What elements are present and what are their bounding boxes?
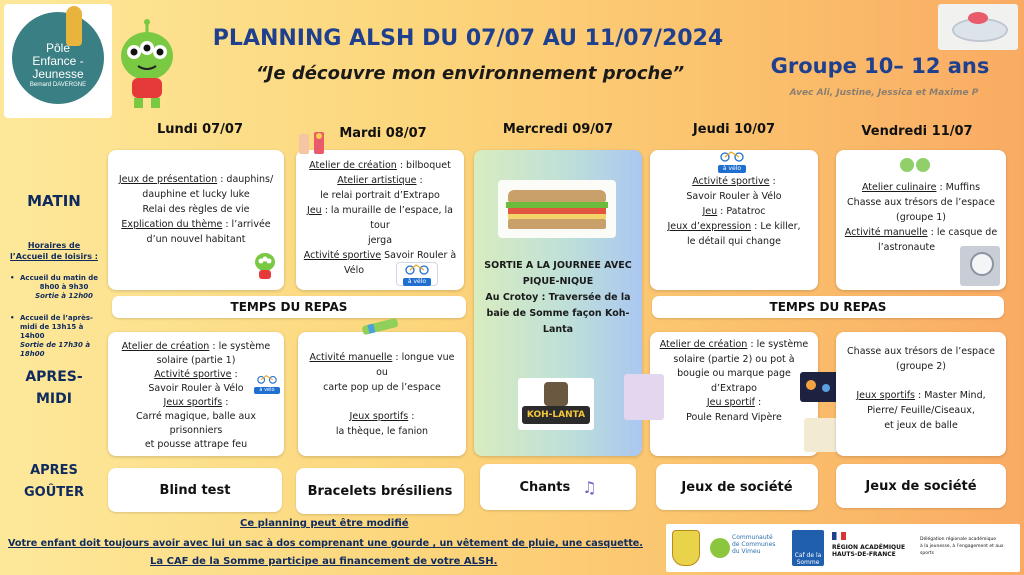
day-lundi: Lundi 07/07 bbox=[156, 122, 243, 137]
bilboquet-icon bbox=[296, 130, 330, 158]
caf-logo: Caf de la Somme bbox=[792, 530, 824, 566]
logo-text bbox=[20, 42, 96, 90]
page-title: PLANNING ALSH DU 07/07 AU 11/07/2024 bbox=[212, 26, 724, 51]
animators-label: Avec Ali, Justine, Jessica et Maxime P bbox=[789, 88, 979, 98]
mercredi-text: SORTIE A LA JOURNEE AVEC PIQUE-NIQUE Au Crotoy : Traversée de la baie de Somme façon Koh- Lanta bbox=[484, 260, 632, 335]
horaires-list bbox=[8, 274, 108, 359]
day-jeudi: Jeudi 10/07 bbox=[692, 122, 776, 137]
matin-label: MATIN bbox=[27, 192, 81, 210]
footer-line-1: Ce planning peut être modifié bbox=[240, 518, 409, 529]
horaires-title-line2: l’Accueil de loisirs : bbox=[10, 252, 98, 261]
gouter-mercredi bbox=[480, 464, 636, 510]
group-label: Groupe 10– 12 ans bbox=[770, 54, 990, 78]
horaire-bullet-2: • Accueil de l’après- midi de 13h15 à 14h00 Sortie de 17h30 à 18h00 bbox=[10, 314, 93, 358]
horaires-title-line1: Horaires de bbox=[27, 241, 81, 250]
region-academique-logo: RÉGION ACADÉMIQUE HAUTS-DE-FRANCE bbox=[832, 530, 914, 566]
lundi-morning-card: Jeux de présentation : dauphins/ dauphine et lucky luke Relai des règles de vie Explication du thème : l’arrivée d’un nouvel habitant bbox=[108, 150, 284, 290]
footer-line-2: Votre enfant doit toujours avoir avec lui un sac à dos comprenant une gourde , un vêtement de pluie, une casquette. bbox=[8, 538, 643, 549]
repas-banner-right: TEMPS DU REPAS bbox=[652, 296, 1004, 318]
apres-midi-label: APRES- MIDI bbox=[25, 369, 83, 407]
logo-line4: Bernard DAVERGNE bbox=[29, 82, 87, 88]
footer-line-3: La CAF de la Somme participe au financement de votre ALSH. bbox=[150, 556, 498, 567]
communaute-vimeu-logo: Communauté de Communes du Vimeu bbox=[710, 534, 778, 564]
bicycle-icon bbox=[720, 150, 744, 162]
day-mardi: Mardi 08/07 bbox=[339, 126, 427, 141]
horaires-title bbox=[6, 240, 102, 262]
mardi-morning-card: Atelier de création : bilboquet Atelier artistique : le relai portrait d’Extrapo Jeu : la muraille de l’espace, la tour jerga Activité sportive Savoir Rouler à Vélo à vélo bbox=[296, 150, 464, 290]
space-cake-photo bbox=[938, 4, 1018, 50]
muffins-photo bbox=[898, 150, 934, 178]
alien-mascot-icon bbox=[112, 18, 182, 110]
day-mercredi: Mercredi 09/07 bbox=[502, 122, 614, 137]
drajes-text: Délégation régionale académique à la jeunesse, à l’engagement et aux sports bbox=[920, 537, 1004, 556]
day-vendredi: Vendredi 11/07 bbox=[861, 124, 973, 139]
bookmark-photo bbox=[624, 374, 664, 420]
telescope-icon bbox=[360, 316, 400, 338]
logo-line3: Jeunesse bbox=[32, 67, 84, 81]
bicycle-icon bbox=[257, 374, 277, 384]
gouter-jeudi: Jeux de société bbox=[656, 464, 818, 510]
astronaut-photo bbox=[960, 246, 1000, 286]
jeudi-afternoon-card: Atelier de création : le système solaire (partie 2) ou pot à bougie ou marque page d’Extrapo Jeu sportif : Poule Renard Vipère bbox=[650, 332, 818, 456]
bicycle-icon bbox=[405, 263, 429, 275]
partner-logos bbox=[666, 524, 1020, 572]
logo-line1: Pôle bbox=[45, 41, 71, 55]
gouter-vendredi: Jeux de société bbox=[836, 464, 1006, 508]
koh-lanta-logo: KOH-LANTA bbox=[518, 378, 594, 430]
mercredi-outing-card bbox=[474, 150, 642, 456]
pole-enfance-logo bbox=[4, 4, 112, 118]
music-note-icon: ♫ bbox=[582, 477, 597, 497]
sandwich-photo bbox=[498, 180, 616, 238]
apres-gouter-label: APRES GOÛTER bbox=[23, 463, 85, 500]
vendredi-morning-card: Atelier culinaire : Muffins Chasse aux trésors de l’espace (groupe 1) Activité manuelle : le casque de l’astronaute bbox=[836, 150, 1006, 290]
logo-child-silhouette bbox=[66, 6, 82, 46]
gouter-lundi: Blind test bbox=[108, 468, 282, 512]
velo-badge: à vélo bbox=[396, 262, 438, 286]
gouter-mercredi-label: Chants bbox=[519, 479, 571, 495]
velo-badge: à vélo bbox=[712, 150, 752, 172]
logo-line2: Enfance - bbox=[32, 54, 84, 68]
repas-banner-left: TEMPS DU REPAS bbox=[112, 296, 466, 318]
page-subtitle: “Je découvre mon environnement proche” bbox=[255, 63, 685, 84]
vendredi-afternoon-card: Chasse aux trésors de l’espace (groupe 2) Jeux sportifs : Master Mind, Pierre/ Feuille/Ciseaux, et jeux de balle bbox=[836, 332, 1006, 456]
jeudi-morning-card: Activité sportive : Savoir Rouler à Vélo Jeu : Patatroc Jeux d’expression : Le killer, le détail qui change à vélo bbox=[650, 150, 818, 290]
mardi-afternoon-card: Activité manuelle : longue vue ou carte pop up de l’espace Jeux sportifs : la thèque, le fanion bbox=[298, 332, 466, 456]
crest-logo bbox=[672, 530, 700, 566]
small-alien-icon bbox=[252, 250, 278, 282]
horaire-bullet-1: • Accueil du matin de 8h00 à 9h30 Sortie à 12h00 bbox=[10, 274, 99, 300]
lundi-afternoon-card: Atelier de création : le système solaire (partie 1) Activité sportive : Savoir Rouler à Vélo Jeux sportifs : Carré magique, balle aux prisonniers et pousse attrape feu à vélo bbox=[108, 332, 284, 456]
gouter-mardi: Bracelets brésiliens bbox=[296, 468, 464, 514]
velo-badge: à vélo bbox=[254, 374, 280, 392]
